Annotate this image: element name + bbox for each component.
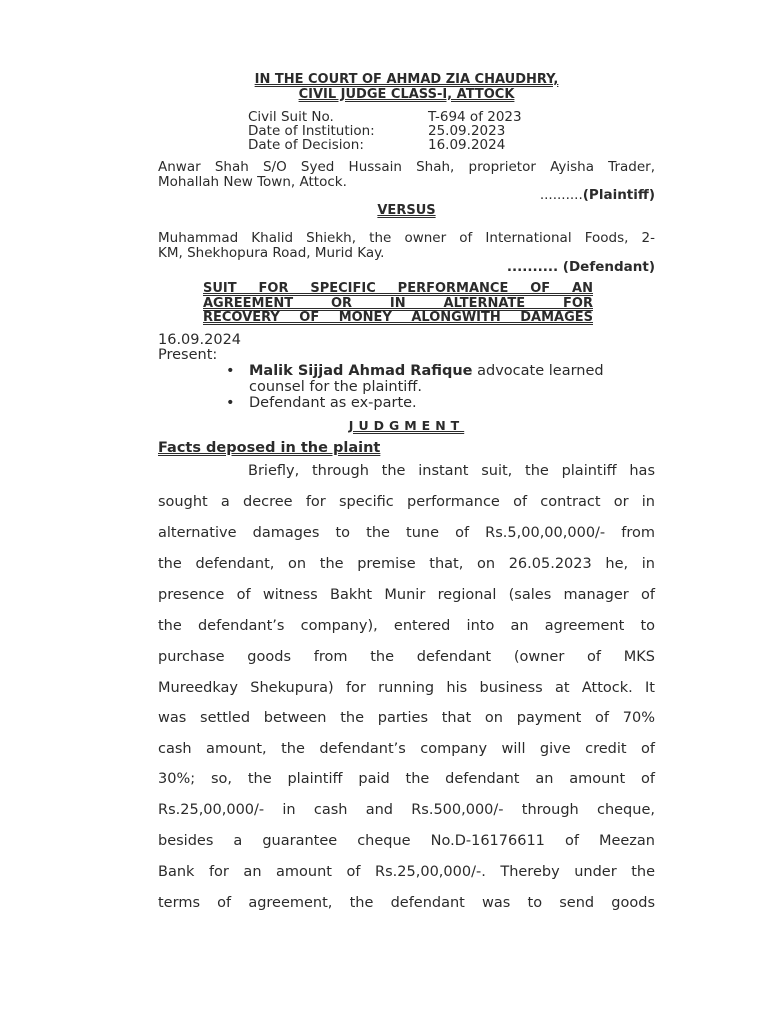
body-line: was settled between the parties that on payment of 70% (158, 710, 655, 726)
case-meta-label: Civil Suit No. (248, 109, 334, 125)
plaintiff-role (158, 187, 655, 203)
list-item (226, 363, 656, 395)
body-line: Mureedkay Shekupura) for running his business at Attock. It (158, 680, 655, 696)
court-heading-line2: CIVIL JUDGE CLASS-I, ATTOCK (298, 87, 515, 102)
judgment-heading: JUDGMENT (348, 418, 465, 433)
list-item (226, 395, 656, 411)
present-label: Present: (158, 347, 218, 363)
suit-title-line1: SUIT FOR SPECIFIC PERFORMANCE OF AN (203, 281, 593, 296)
body-line: Bank for an amount of Rs.25,00,000/-. Thereby under the (158, 864, 655, 880)
suit-title (203, 282, 593, 326)
body-line: sought a decree for specific performance of contract or in (158, 494, 655, 510)
body-line: the defendant’s company), entered into an agreement to (158, 618, 655, 634)
bullet-icon: • (226, 363, 235, 379)
case-meta-label: Date of Decision: (248, 137, 364, 153)
case-meta-label: Date of Institution: (248, 123, 375, 139)
counsel-line2: counsel for the plaintiff. (249, 379, 422, 395)
case-meta-row (248, 110, 522, 124)
defendant-line2: KM, Shekhopura Road, Murid Kay. (158, 245, 385, 261)
defendant-details (158, 231, 655, 261)
body-line: presence of witness Bakht Munir regional (sales manager of (158, 587, 655, 603)
versus-heading: VERSUS (377, 203, 436, 218)
court-heading (158, 72, 655, 102)
body-line: Briefly, through the instant suit, the plaintiff has (248, 463, 655, 479)
counsel-text (249, 363, 656, 395)
body-line: Rs.25,00,000/- in cash and Rs.500,000/- through cheque, (158, 802, 655, 818)
plaintiff-role-label: (Plaintiff) (582, 187, 655, 203)
body-line: the defendant, on the premise that, on 26.05.2023 he, in (158, 556, 655, 572)
body-line: terms of agreement, the defendant was to send goods (158, 895, 655, 911)
case-meta-row (248, 124, 522, 138)
plaintiff-line1: Anwar Shah S/O Syed Hussain Shah, proprietor Ayisha Trader, (158, 159, 655, 175)
defendant-dots: .......... (506, 259, 559, 275)
plaintiff-line2: Mohallah New Town, Attock. (158, 174, 347, 190)
case-meta (248, 110, 522, 152)
defendant-role-label: (Defendant) (558, 259, 655, 275)
body-line: purchase goods from the defendant (owner of MKS (158, 649, 655, 665)
case-meta-value: 25.09.2023 (428, 123, 506, 139)
plaintiff-dots: .......... (539, 187, 583, 203)
facts-heading: Facts deposed in the plaint (158, 440, 381, 456)
court-heading-line1: IN THE COURT OF AHMAD ZIA CHAUDHRY, (254, 72, 559, 87)
body-line: 30%; so, the plaintiff paid the defendant an amount of (158, 771, 655, 787)
defendant-status: Defendant as ex-parte. (249, 395, 417, 411)
suit-title-line2: AGREEMENT OR IN ALTERNATE FOR (203, 295, 593, 311)
case-meta-value: T-694 of 2023 (428, 109, 522, 125)
defendant-role (158, 259, 655, 275)
counsel-name: Malik Sijjad Ahmad Rafique (249, 363, 473, 379)
body-line: cash amount, the defendant’s company will give credit of (158, 741, 655, 757)
case-meta-value: 16.09.2024 (428, 137, 506, 153)
bullet-icon: • (226, 395, 235, 411)
plaintiff-details (158, 160, 655, 190)
case-meta-row (248, 138, 522, 152)
defendant-line1: Muhammad Khalid Shiekh, the owner of International Foods, 2- (158, 230, 655, 246)
counsel-rest: advocate learned (472, 363, 604, 379)
suit-title-line3: RECOVERY OF MONEY ALONGWITH DAMAGES (203, 310, 593, 325)
order-date: 16.09.2024 (158, 332, 242, 348)
body-line: besides a guarantee cheque No.D-16176611 of Meezan (158, 833, 655, 849)
present-list (226, 363, 656, 411)
body-line: alternative damages to the tune of Rs.5,00,00,000/- from (158, 525, 655, 541)
